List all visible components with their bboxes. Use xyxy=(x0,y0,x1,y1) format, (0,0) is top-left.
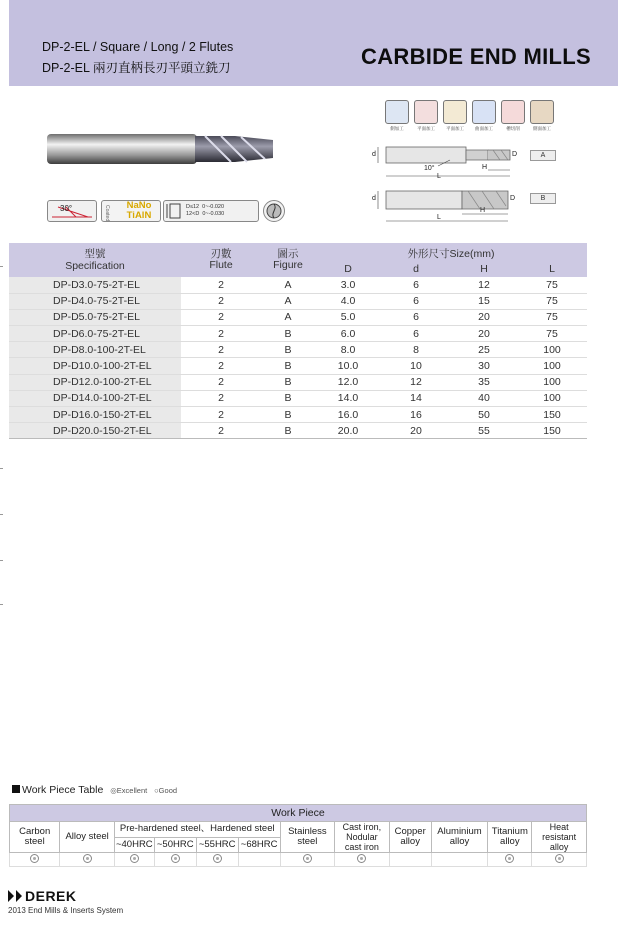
mark-cell-hrc55 xyxy=(196,853,238,867)
cell-l: 150 xyxy=(517,407,587,423)
col-flute-en: Flute xyxy=(209,259,233,271)
cell-l: 75 xyxy=(517,293,587,309)
cell-d: 10.0 xyxy=(315,358,381,374)
col-carbon: Carbon steel xyxy=(10,822,60,853)
cell-flute: 2 xyxy=(181,407,261,423)
heading-square-icon xyxy=(12,785,20,793)
cell-d: 20.0 xyxy=(315,423,381,439)
cell-h: 25 xyxy=(451,342,517,358)
col-figure-en: Figure xyxy=(273,259,303,271)
coated-label: Coated xyxy=(104,205,110,222)
tolerance-badge xyxy=(163,200,259,222)
mark-cell-copper xyxy=(389,853,431,867)
cell-spec: DP-D10.0-100-2T-EL xyxy=(9,358,181,374)
cell-figure: A xyxy=(261,293,315,309)
col-H: H xyxy=(451,261,517,277)
cell-l: 100 xyxy=(517,374,587,390)
col-aluminium: Aluminium alloy xyxy=(431,822,488,853)
table-row xyxy=(9,358,587,374)
cell-spec: DP-D5.0-75-2T-EL xyxy=(9,309,181,325)
cell-h: 50 xyxy=(451,407,517,423)
side-milling-icon xyxy=(385,100,409,124)
col-spec-cn: 型號 xyxy=(84,248,106,260)
cell-d: 8 xyxy=(381,342,451,358)
work-piece-table xyxy=(9,804,587,867)
cell-l: 75 xyxy=(517,277,587,293)
margin-tick xyxy=(0,266,3,267)
cell-h: 40 xyxy=(451,390,517,406)
cross-section-badge xyxy=(263,200,285,222)
table-row xyxy=(9,293,587,309)
cell-h: 20 xyxy=(451,326,517,342)
machining-label: 平面加工 xyxy=(417,126,435,131)
end-mill-photo xyxy=(45,126,277,172)
work-piece-header: Work Piece xyxy=(10,805,587,822)
table-row xyxy=(9,342,587,358)
cell-flute: 2 xyxy=(181,342,261,358)
face-milling-icon xyxy=(414,100,438,124)
cell-spec: DP-D20.0-150-2T-EL xyxy=(9,423,181,439)
excellent-mark-icon xyxy=(30,854,39,863)
col-d: d xyxy=(381,261,451,277)
cell-spec: DP-D16.0-150-2T-EL xyxy=(9,407,181,423)
cell-figure: B xyxy=(261,326,315,342)
product-line-cn: DP-2-EL 兩刃直柄長刃平頭立銑刀 xyxy=(42,61,231,75)
figure-b-H-label: H xyxy=(480,207,486,214)
excellent-mark-icon xyxy=(357,854,366,863)
cell-d: 6 xyxy=(381,293,451,309)
slotting-icon xyxy=(501,100,525,124)
mark-cell-heat xyxy=(532,853,587,867)
cell-d: 14 xyxy=(381,390,451,406)
cell-figure: A xyxy=(261,309,315,325)
cell-spec: DP-D12.0-100-2T-EL xyxy=(9,374,181,390)
machining-label: 槽切削 xyxy=(506,126,520,131)
table-row xyxy=(9,277,587,293)
col-flute xyxy=(181,243,261,277)
cell-flute: 2 xyxy=(181,277,261,293)
table-row xyxy=(9,309,587,325)
cell-d: 3.0 xyxy=(315,277,381,293)
mark-cell-hrc50 xyxy=(154,853,196,867)
cell-spec: DP-D4.0-75-2T-EL xyxy=(9,293,181,309)
diameter-icon xyxy=(164,201,184,221)
excellent-mark-icon xyxy=(83,854,92,863)
col-copper: Copper alloy xyxy=(389,822,431,853)
cell-l: 100 xyxy=(517,390,587,406)
cell-d: 5.0 xyxy=(315,309,381,325)
work-piece-heading xyxy=(12,784,177,796)
figure-b-L-label: L xyxy=(437,214,441,221)
margin-tick xyxy=(0,514,3,515)
cell-spec: DP-D6.0-75-2T-EL xyxy=(9,326,181,342)
cell-spec: DP-D14.0-100-2T-EL xyxy=(9,390,181,406)
cell-d: 6 xyxy=(381,277,451,293)
cell-figure: B xyxy=(261,342,315,358)
mark-cell-alloy xyxy=(60,853,115,867)
figure-b-D-label: D xyxy=(510,195,516,202)
margin-tick xyxy=(0,468,3,469)
figure-a-d-label: d xyxy=(372,151,376,158)
work-piece-title: Work Piece Table xyxy=(22,784,104,796)
cell-h: 55 xyxy=(451,423,517,439)
machining-label: 曲面加工 xyxy=(475,126,493,131)
cell-flute: 2 xyxy=(181,293,261,309)
cell-d: 14.0 xyxy=(315,390,381,406)
product-line-en: DP-2-EL / Square / Long / 2 Flutes xyxy=(42,40,234,54)
margin-tick xyxy=(0,560,3,561)
cell-figure: B xyxy=(261,423,315,439)
cell-l: 150 xyxy=(517,423,587,439)
spec-table-body xyxy=(9,277,587,439)
cell-l: 100 xyxy=(517,358,587,374)
table-row xyxy=(9,390,587,406)
cell-d: 8.0 xyxy=(315,342,381,358)
cell-figure: B xyxy=(261,374,315,390)
good-mark-icon xyxy=(303,854,312,863)
excellent-mark-icon xyxy=(171,854,180,863)
col-hrc40: ~40HRC xyxy=(114,837,154,853)
helix-angle-label: 30° xyxy=(60,204,73,213)
cell-h: 15 xyxy=(451,293,517,309)
footer-subtitle: 2013 End Mills & Inserts System xyxy=(8,906,124,915)
cell-flute: 2 xyxy=(181,390,261,406)
col-L: L xyxy=(517,261,587,277)
machining-label: 側面加工 xyxy=(533,126,551,131)
spec-table xyxy=(9,243,587,439)
figure-a-drawing xyxy=(368,138,528,184)
mark-cell-titanium xyxy=(488,853,532,867)
legend-good: ○Good xyxy=(154,786,178,795)
figure-a-H-label: H xyxy=(482,164,488,171)
table-row xyxy=(9,423,587,439)
col-heat: Heat resistant alloy xyxy=(532,822,587,853)
col-hrc55: ~55HRC xyxy=(196,837,238,853)
helix-angle-icon xyxy=(48,201,98,223)
cell-h: 12 xyxy=(451,277,517,293)
col-titanium: Titanium alloy xyxy=(488,822,532,853)
mark-cell-aluminium xyxy=(431,853,488,867)
cell-d: 10 xyxy=(381,358,451,374)
cell-figure: B xyxy=(261,407,315,423)
margin-tick xyxy=(0,604,3,605)
cell-d: 16.0 xyxy=(315,407,381,423)
cell-figure: B xyxy=(261,358,315,374)
mark-cell-hrc40 xyxy=(114,853,154,867)
cell-flute: 2 xyxy=(181,358,261,374)
cell-d: 6 xyxy=(381,309,451,325)
mark-cell-stainless xyxy=(280,853,335,867)
mark-cell-carbon xyxy=(10,853,60,867)
cell-d: 12 xyxy=(381,374,451,390)
brand-name: DEREK xyxy=(25,888,77,904)
machining-label: 平面加工 xyxy=(446,126,464,131)
figure-a-L-label: L xyxy=(437,173,441,180)
cell-h: 20 xyxy=(451,309,517,325)
col-spec xyxy=(9,243,181,277)
cell-d: 12.0 xyxy=(315,374,381,390)
col-figure xyxy=(261,243,315,277)
cell-h: 35 xyxy=(451,374,517,390)
legend-excellent: ◎Excellent xyxy=(110,786,148,795)
col-size: 外形尺寸Size(mm) xyxy=(315,243,587,261)
excellent-mark-icon xyxy=(213,854,222,863)
cell-d: 4.0 xyxy=(315,293,381,309)
cell-d: 6.0 xyxy=(315,326,381,342)
machining-label: 側加工 xyxy=(390,126,404,131)
col-D: D xyxy=(315,261,381,277)
curved-surface-icon xyxy=(472,100,496,124)
col-hrc50: ~50HRC xyxy=(154,837,196,853)
cell-flute: 2 xyxy=(181,374,261,390)
figure-b-d-label: d xyxy=(372,195,376,202)
cell-spec: DP-D3.0-75-2T-EL xyxy=(9,277,181,293)
page-title: CARBIDE END MILLS xyxy=(361,44,591,69)
col-castiron: Cast iron, Nodular cast iron xyxy=(335,822,390,853)
col-prehardened: Pre-hardened steel、Hardened steel xyxy=(114,822,280,838)
cell-d: 20 xyxy=(381,423,451,439)
cell-figure: B xyxy=(261,390,315,406)
col-alloy: Alloy steel xyxy=(60,822,115,853)
figure-a-angle-label: 10° xyxy=(424,165,435,172)
table-row xyxy=(9,407,587,423)
coating-badge xyxy=(101,200,161,222)
table-row xyxy=(9,374,587,390)
brand-logo xyxy=(8,888,77,904)
col-flute-cn: 刃數 xyxy=(210,248,232,260)
helix-angle-badge xyxy=(47,200,97,222)
cell-spec: DP-D8.0-100-2T-EL xyxy=(9,342,181,358)
col-figure-cn: 圖示 xyxy=(277,248,299,260)
side-face-icon xyxy=(530,100,554,124)
figure-a-tag: A xyxy=(530,150,556,161)
cell-figure: A xyxy=(261,277,315,293)
good-mark-icon xyxy=(555,854,564,863)
table-row xyxy=(9,326,587,342)
col-hrc68: ~68HRC xyxy=(238,837,280,853)
work-piece-marks-row xyxy=(10,853,587,867)
cell-d: 6 xyxy=(381,326,451,342)
header-band xyxy=(9,0,618,86)
coating-label: NaNo TiAlN xyxy=(126,200,152,221)
cell-l: 75 xyxy=(517,326,587,342)
tolerance-label: D≤12 0~-0.020 12<D 0~-0.030 xyxy=(186,204,225,217)
plane-milling-icon xyxy=(443,100,467,124)
cell-flute: 2 xyxy=(181,309,261,325)
mark-cell-castiron xyxy=(335,853,390,867)
cell-flute: 2 xyxy=(181,326,261,342)
cross-section-icon xyxy=(264,201,284,221)
brand-logo-icon xyxy=(8,890,22,902)
col-stainless: Stainless steel xyxy=(280,822,335,853)
figure-b-drawing xyxy=(368,185,528,227)
cell-l: 100 xyxy=(517,342,587,358)
mark-cell-hrc68 xyxy=(238,853,280,867)
cell-l: 75 xyxy=(517,309,587,325)
figure-b-tag: B xyxy=(530,193,556,204)
cell-h: 30 xyxy=(451,358,517,374)
good-mark-icon xyxy=(505,854,514,863)
col-spec-en: Specification xyxy=(65,260,125,272)
excellent-mark-icon xyxy=(130,854,139,863)
cell-flute: 2 xyxy=(181,423,261,439)
cell-d: 16 xyxy=(381,407,451,423)
figure-a-D-label: D xyxy=(512,151,518,158)
